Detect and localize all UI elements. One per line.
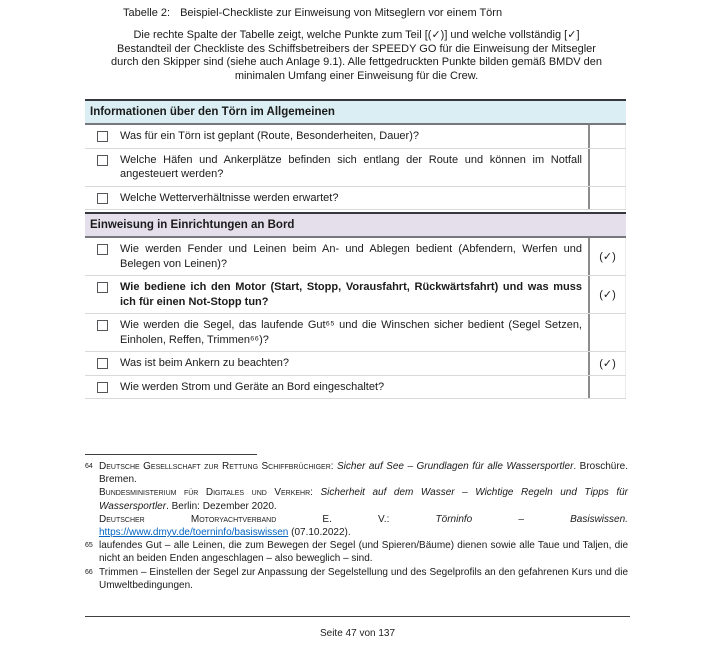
checkbox-icon[interactable]: [97, 320, 108, 331]
footnote-org-name: Deutsche Gesellschaft zur Rettung Schiffbrüchiger:: [99, 461, 334, 472]
footnote-text: (07.10.2022).: [288, 527, 351, 539]
footnote-text: . Berlin: Dezember 2020.: [166, 500, 277, 512]
footnote-text: laufendes Gut – alle Leinen, die zum Bewegen der Segel (und Spieren/Bäume) dienen sowie alle Taue und Taljen, die nicht an beiden Enden angeschlagen – also beweglich – sind.: [99, 540, 628, 565]
footnote-org-name: Deutscher: [99, 513, 145, 525]
section-header-toern-allgemein: Informationen über den Törn im Allgemeinen: [85, 99, 626, 125]
check-status-cell: [588, 314, 626, 351]
footnote-org-name: Motoryachtverband: [190, 513, 277, 525]
intro-line: durch den Skipper sind (siehe auch Anlage 9.1). Alle fettgedruckten Punkte bilden gemäß BMDV den: [110, 56, 603, 69]
check-status-cell: [588, 187, 626, 210]
footnote-entry: [99, 460, 628, 486]
footnote-separator: [85, 454, 257, 455]
check-status-cell: [588, 376, 626, 399]
checklist-item-text: Was ist beim Ankern zu beachten?: [120, 357, 289, 369]
check-status-cell: (✓): [588, 352, 626, 375]
page-number: Seite 47 von 137: [319, 628, 396, 639]
checklist-table: [85, 99, 626, 399]
checklist-item-text: Was für ein Törn ist geplant (Route, Besonderheiten, Dauer)?: [120, 130, 419, 142]
checklist-row: [85, 376, 626, 400]
footer-divider: [85, 616, 630, 617]
checklist-item-text: Wie werden die Segel, das laufende Gut⁶⁵ und die Winschen sicher bedient (Segel Setzen, Einholen, Reffen, Trimmen⁶⁶)?: [120, 319, 582, 346]
footnote-text: V.:: [378, 513, 390, 525]
checkbox-icon[interactable]: [97, 131, 108, 142]
checklist-row: [85, 314, 626, 352]
checklist-row: [85, 276, 626, 314]
footnote-text: Trimmen – Einstellen der Segel zur Anpassung der Segelstellung und des Segelprofils an den gefahrenen Kurs und die Umweltbedingungen.: [99, 566, 628, 591]
footnote-entry: [99, 513, 628, 526]
footnote-work-title: Sicher auf See – Grundlagen für alle Wassersportler: [337, 461, 574, 472]
footnote-work-title: Törninfo: [435, 513, 473, 525]
section-header-einrichtungen-bord: Einweisung in Einrichtungen an Bord: [85, 212, 626, 238]
checklist-row: [85, 125, 626, 149]
checklist-row: [85, 149, 626, 187]
checkbox-icon[interactable]: [97, 358, 108, 369]
footnote-number: 65: [85, 542, 93, 550]
checklist-row: [85, 187, 626, 211]
check-status-cell: [588, 149, 626, 186]
footnote-number: 64: [85, 463, 93, 470]
footnote-work-title: Sicherheit auf dem Wasser – Wichtige Regeln und Tipps für Wassersportler: [99, 487, 628, 512]
checklist-item-text: Wie werden Strom und Geräte an Bord eingeschaltet?: [120, 380, 385, 393]
intro-paragraph: [85, 29, 628, 83]
checklist-row: [85, 238, 626, 276]
footnote-text: E.: [322, 513, 332, 525]
footnote-text: . Broschüre. Bremen.: [99, 461, 629, 486]
table-caption: [123, 7, 502, 19]
footnote-number: 66: [85, 568, 93, 576]
checklist-item-text: Welche Häfen und Ankerplätze befinden sich entlang der Route und können im Notfall angesteuert werden?: [120, 153, 582, 180]
checkbox-icon[interactable]: [97, 155, 108, 166]
footnote-text: –: [518, 513, 524, 525]
checkbox-icon[interactable]: [97, 244, 108, 255]
checklist-item-text: Welche Wetterverhältnisse werden erwartet?: [120, 191, 339, 204]
checkbox-icon[interactable]: [97, 382, 108, 393]
checkbox-icon[interactable]: [97, 193, 108, 204]
intro-line: minimalen Umfang einer Einweisung für die Crew.: [234, 69, 479, 82]
intro-line: Bestandteil der Checkliste des Schiffsbetreibers der SPEEDY GO für die Einweisung der Mitsegler: [117, 42, 596, 55]
table-caption-title: Beispiel-Checkliste zur Einweisung von Mitseglern vor einem Törn: [180, 7, 503, 19]
footnote-65: [85, 539, 628, 565]
checkbox-icon[interactable]: [97, 282, 108, 293]
intro-line: Die rechte Spalte der Tabelle zeigt, welche Punkte zum Teil [(✓)] und welche vollständig [✓]: [133, 29, 580, 41]
dmyv-link[interactable]: https://www.dmyv.de/toerninfo/basiswissen: [99, 527, 289, 539]
footnote-66: [85, 566, 628, 592]
checklist-row: [85, 352, 626, 376]
checklist-item-text: Wie werden Fender und Leinen beim An- und Ablegen bedient (Abfendern, Werfen und Belegen von Leinen)?: [120, 243, 582, 270]
table-caption-label: Tabelle 2:: [123, 7, 171, 19]
footnote-org-name: Bundesministerium für Digitales und Verkehr:: [99, 487, 313, 499]
check-status-cell: [588, 125, 626, 148]
check-status-cell: (✓): [588, 276, 626, 313]
checklist-item-text: Wie bediene ich den Motor (Start, Stopp, Vorausfahrt, Rückwärtsfahrt) und was muss ich für einen Not-Stopp tun?: [120, 281, 582, 308]
footnotes: [85, 460, 628, 592]
check-status-cell: (✓): [588, 238, 626, 275]
footnote-entry: [99, 526, 628, 539]
footnote-entry: [99, 486, 628, 512]
footnote-work-title: Basiswissen.: [570, 513, 628, 525]
footnote-64: [85, 460, 628, 539]
